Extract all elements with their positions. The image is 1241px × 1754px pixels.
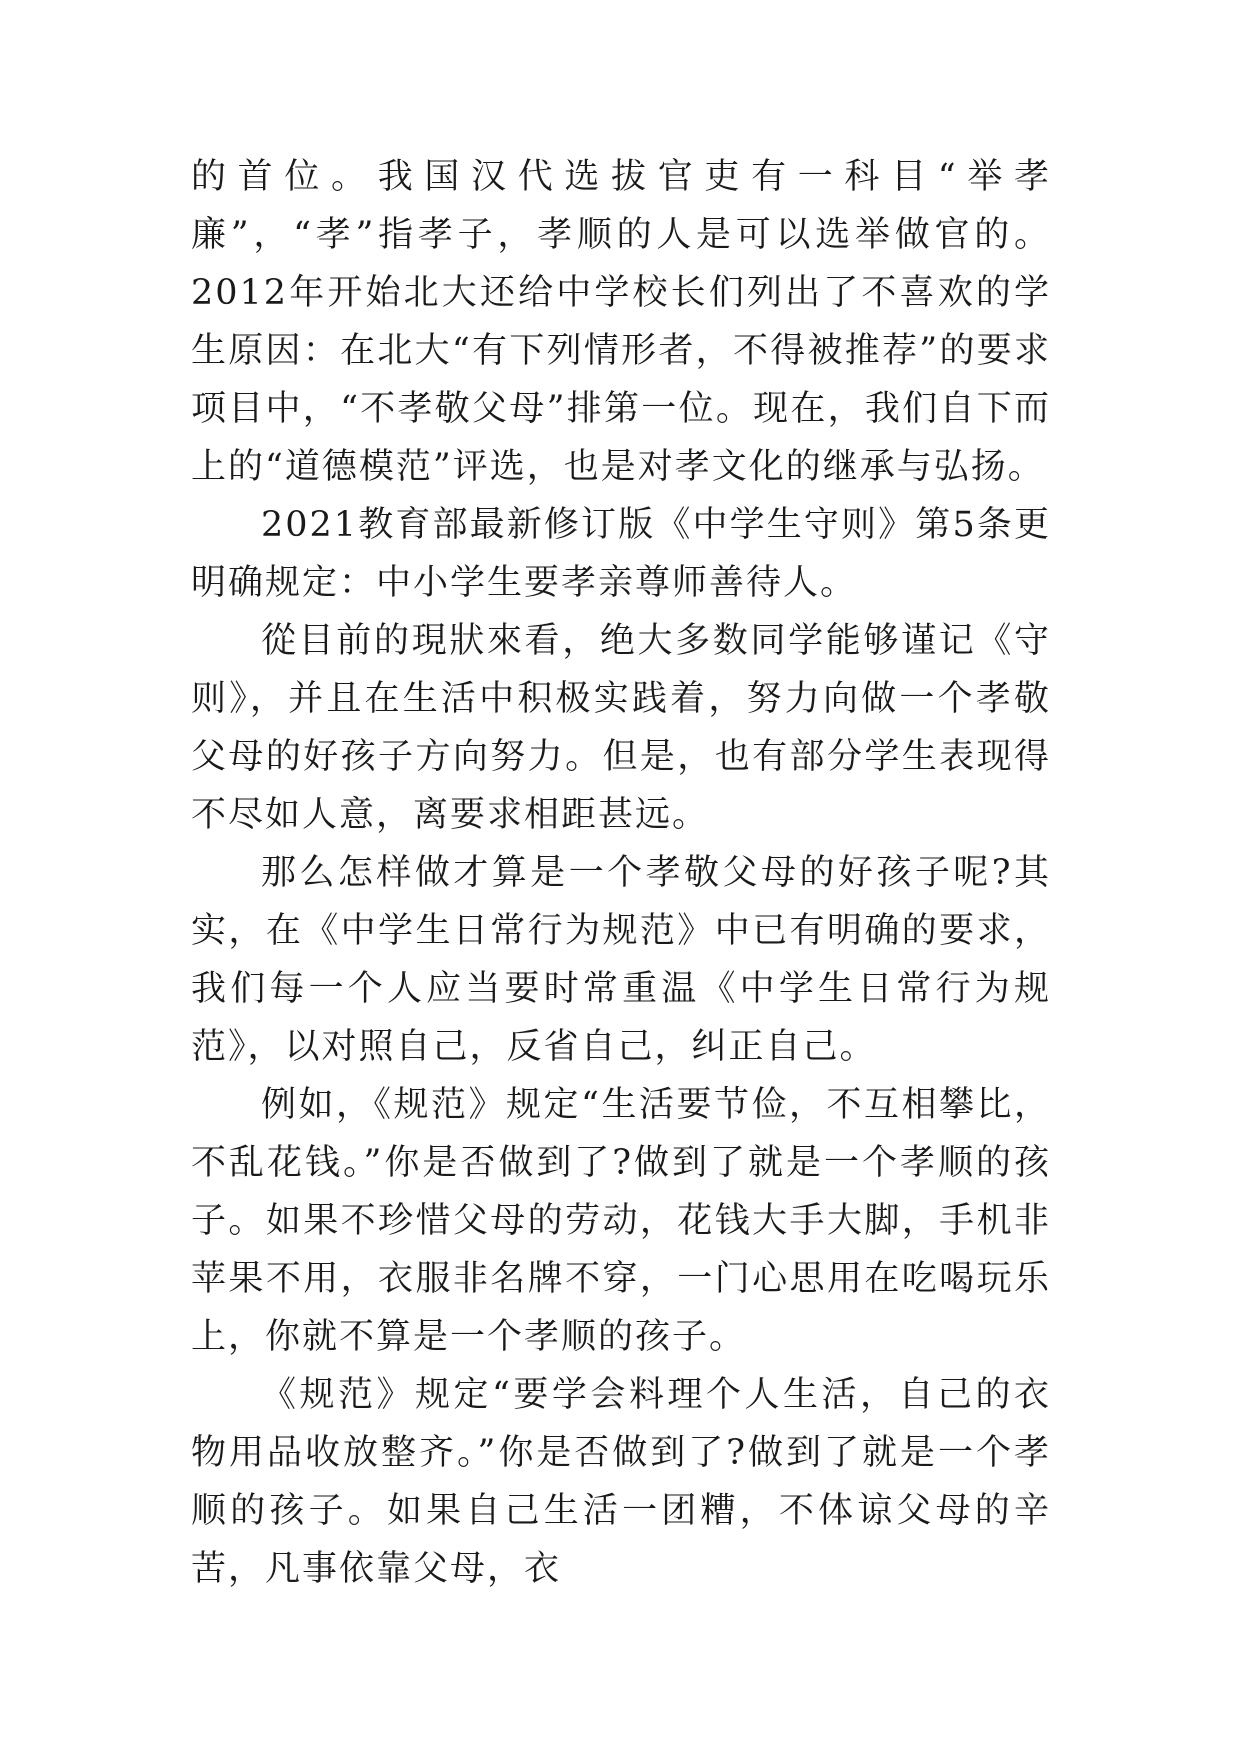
paragraph-frugality-example: 例如，《规范》规定“生活要节俭，不互相攀比，不乱花钱。”你是否做到了?做到了就是一个孝顺的孩子。如果不珍惜父母的劳动，花钱大手大脚，手机非苹果不用，衣服非名牌不穿，一门心思用在吃喝玩乐上，你就不算是一个孝顺的孩子。 [191, 1085, 1051, 1357]
paragraph-how-to-be-filial: 那么怎样做才算是一个孝敬父母的好孩子呢?其实，在《中学生日常行为规范》中已有明确的要求，我们每一个人应当要时常重温《中学生日常行为规范》，以对照自己，反省自己，纠正自己。 [191, 853, 1051, 1067]
paragraph-code-of-conduct: 2021教育部最新修订版《中学生守则》第5条更明确规定：中小学生要孝亲尊师善待人。 [191, 505, 1051, 603]
body-text [191, 148, 1051, 1598]
paragraph-current-situation: 從目前的現狀來看，绝大多数同学能够谨记《守则》，并且在生活中积极实践着，努力向做一个孝敬父母的好孩子方向努力。但是，也有部分学生表现得不尽如人意，离要求相距甚远。 [191, 621, 1051, 835]
paragraph-self-care-example: 《规范》规定“要学会料理个人生活，自己的衣物用品收放整齐。”你是否做到了?做到了就是一个孝顺的孩子。如果自己生活一团糟，不体谅父母的辛苦，凡事依靠父母，衣 [191, 1375, 1051, 1589]
paragraph-continuation: 的首位。我国汉代选拔官吏有一科目“举孝廉”，“孝”指孝子，孝顺的人是可以选举做官的。2012年开始北大还给中学校长们列出了不喜欢的学生原因：在北大“有下列情形者，不得被推荐”的要求项目中，“不孝敬父母”排第一位。现在，我们自下而上的“道德模范”评选，也是对孝文化的继承与弘扬。 [191, 157, 1051, 487]
